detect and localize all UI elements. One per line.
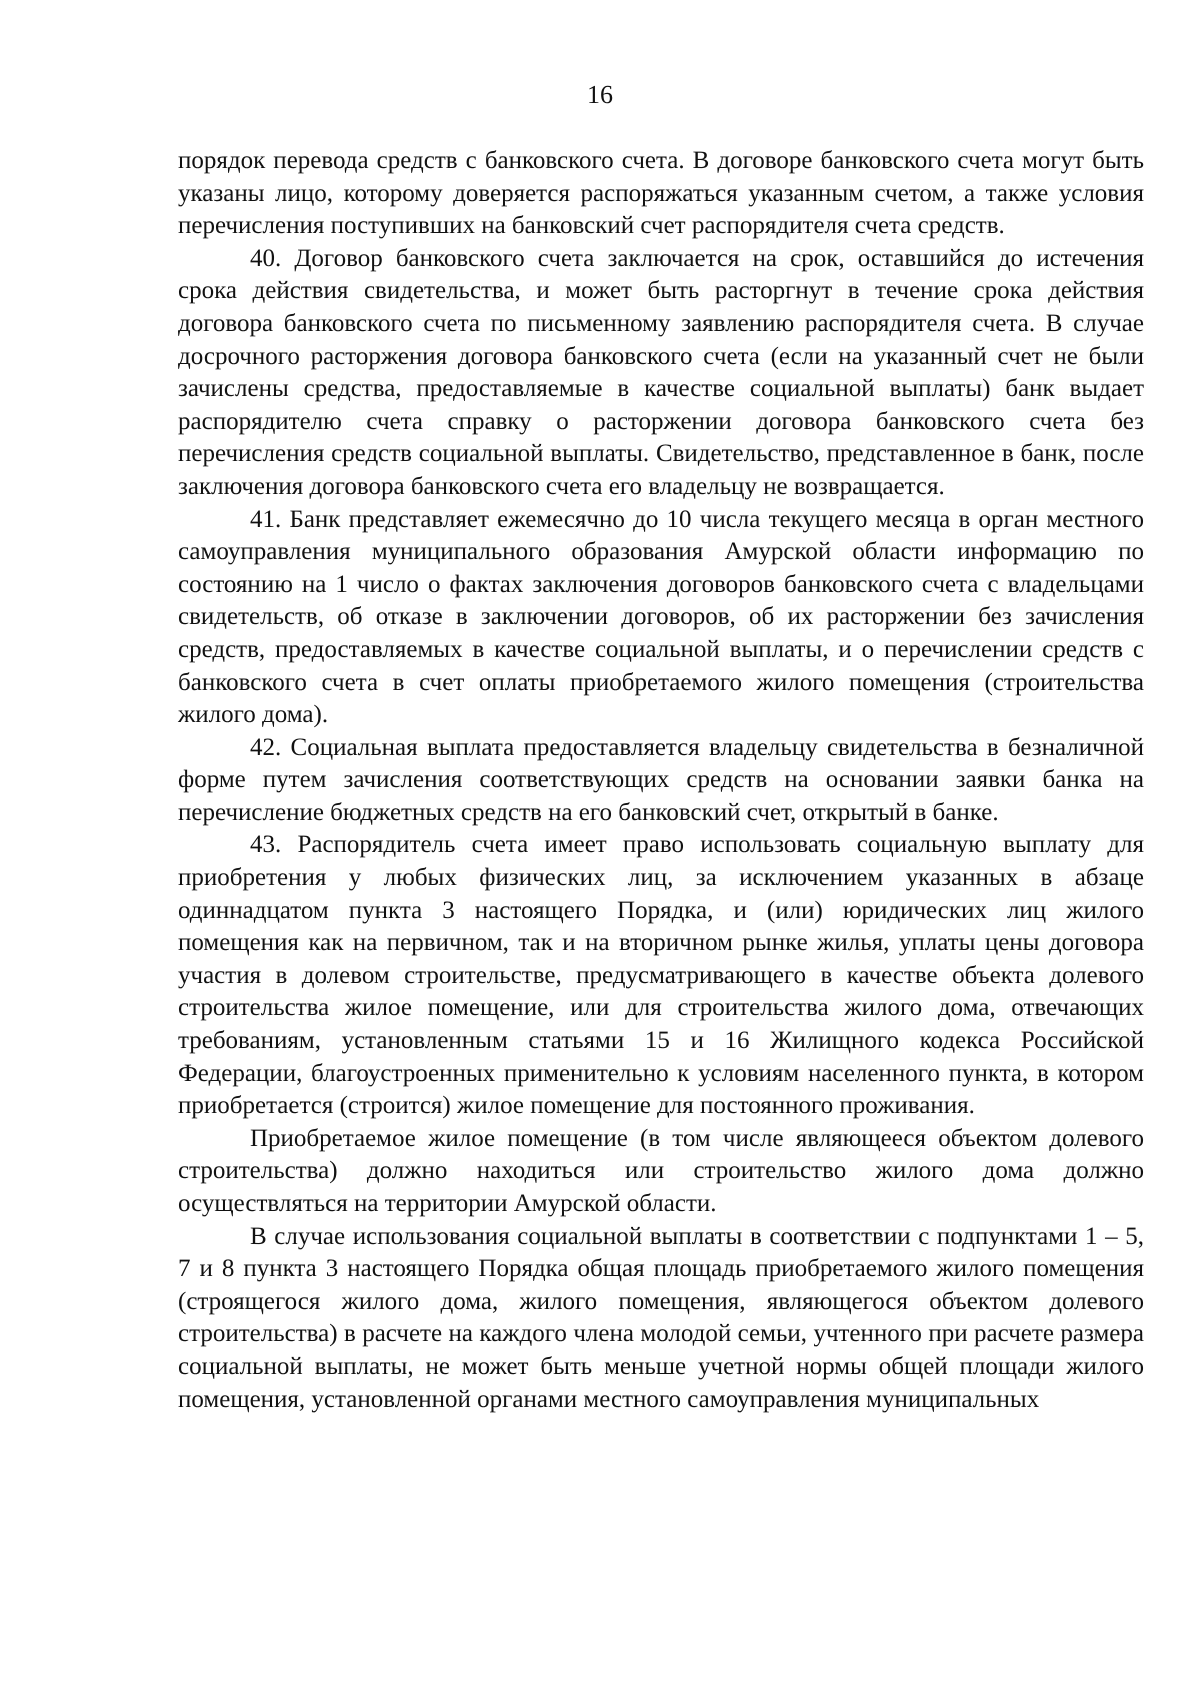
document-body <box>178 145 1144 1416</box>
paragraph-item-40: 40. Договор банковского счета заключается на срок, оставшийся до истечения срока действия свидетельства, и может быть расторгнут в течение срока действия договора банковского счета по письменному заявлению распорядителя счета. В случае досрочного расторжения договора банковского счета (если на указанный счет не были зачислены средства, предоставляемые в качестве социальной выплаты) банк выдает распорядителю счета справку о расторжении договора банковского счета без перечисления средств социальной выплаты. Свидетельство, представленное в банк, после заключения договора банковского счета его владельцу не возвращается. <box>178 244 1144 500</box>
paragraph-continuation: порядок перевода средств с банковского счета. В договоре банковского счета могут быть указаны лицо, которому доверяется распоряжаться указанным счетом, а также условия перечисления поступивших на банковский счет распорядителя счета средств. <box>178 147 1144 240</box>
paragraph-item-41: 41. Банк представляет ежемесячно до 10 числа текущего месяца в орган местного самоуправления муниципального образования Амурской области информацию по состоянию на 1 число о фактах заключения договоров банковского счета с владельцами свидетельств, об отказе в заключении договоров, об их расторжении без зачисления средств, предоставляемых в качестве социальной выплаты, и о перечислении средств с банковского счета в счет оплаты приобретаемого жилого помещения (строительства жилого дома). <box>178 505 1144 729</box>
paragraph-location-requirement: Приобретаемое жилое помещение (в том числе являющееся объектом долевого строительства) должно находиться или строительство жилого дома должно осуществляться на территории Амурской области. <box>178 1124 1144 1217</box>
paragraph-area-requirement: В случае использования социальной выплаты в соответствии с подпунктами 1 – 5, 7 и 8 пункта 3 настоящего Порядка общая площадь приобретаемого жилого помещения (строящегося жилого дома, жилого помещения, являющегося объектом долевого строительства) в расчете на каждого члена молодой семьи, учтенного при расчете размера социальной выплаты, не может быть меньше учетной нормы общей площади жилого помещения, установленной органами местного самоуправления муниципальных <box>178 1222 1144 1413</box>
paragraph-item-42: 42. Социальная выплата предоставляется владельцу свидетельства в безналичной форме путем зачисления соответствующих средств на основании заявки банка на перечисление бюджетных средств на его банковский счет, открытый в банке. <box>178 733 1144 826</box>
page-number: 16 <box>587 80 613 109</box>
paragraph-item-43: 43. Распорядитель счета имеет право использовать социальную выплату для приобретения у любых физических лиц, за исключением указанных в абзаце одиннадцатом пункта 3 настоящего Порядка, и (или) юридических лиц жилого помещения как на первичном, так и на вторичном рынке жилья, уплаты цены договора участия в долевом строительстве, предусматривающего в качестве объекта долевого строительства жилое помещение, или для строительства жилого дома, отвечающих требованиям, установленным статьями 15 и 16 Жилищного кодекса Российской Федерации, благоустроенных применительно к условиям населенного пункта, в котором приобретается (строится) жилое помещение для постоянного проживания. <box>178 831 1144 1120</box>
